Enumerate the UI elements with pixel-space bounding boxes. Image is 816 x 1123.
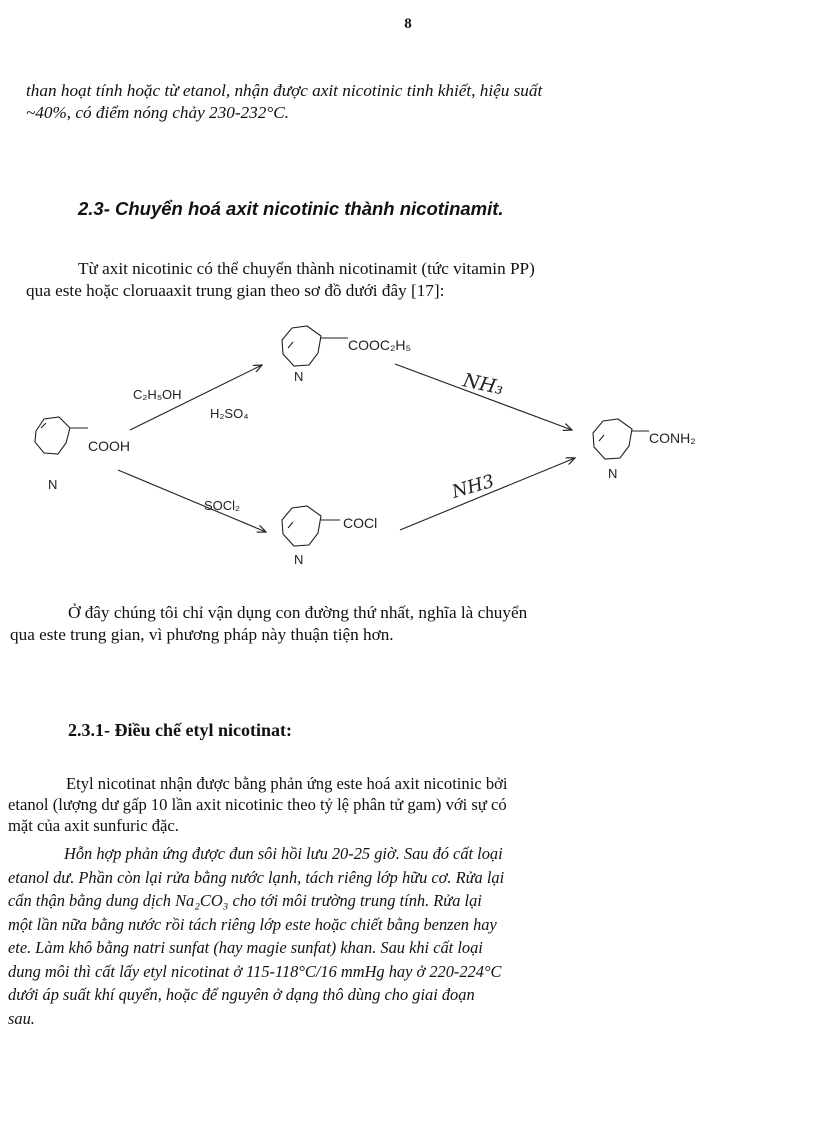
acid-chloride-label: COCl [343,515,378,531]
nitrogen-label: N [608,466,618,481]
text-line: etanol dư. Phần còn lại rửa bằng nước lạnh, tách riêng lớp hữu cơ. Rửa lại [8,867,505,887]
note-paragraph [10,602,732,646]
page-number: 8 [404,16,412,32]
nicotinic-acid-structure [35,417,130,492]
thionyl-chloride-reagent-label: SOCl₂ [204,498,241,513]
text-line: Hỗn hợp phản ứng được đun sôi hồi lưu 20-25 giờ. Sau đó cất loại [64,844,503,863]
sulfuric-acid-reagent-label: H₂SO₄ [210,406,249,421]
text-line: mặt của axit sunfuric đặc. [8,816,179,835]
amide-group-label: CONH₂ [649,430,696,446]
text-line: Etyl nicotinat nhận được bằng phản ứng este hoá axit nicotinic bởi [66,774,508,793]
section-2-3-1-paragraph-2 [8,842,732,1030]
section-2-3-paragraph [26,258,732,302]
ammonia-reagent-label: NH3 [449,470,497,503]
reaction-scheme [0,320,816,570]
text-line: qua este hoặc cloruaaxit trung gian theo sơ đồ dưới đây [17]: [26,281,445,300]
nitrogen-label: N [294,369,304,384]
ethyl-nicotinate-structure [282,326,411,384]
text-line: một lần nữa bằng nước rồi tách riêng lớp este hoặc chiết bằng benzen hay [8,914,497,934]
nicotinamide-structure [593,419,696,481]
text-line: Ở đây chúng tôi chỉ vận dụng con đường thứ nhất, nghĩa là chuyển [68,603,528,622]
text-line: dưới áp suất khí quyển, hoặc để nguyên ở dạng thô dùng cho giai đoạn [8,985,475,1004]
text-line: sau. [8,1008,35,1028]
section-2-3-1-paragraph-1 [8,773,732,836]
chlorination-arrow [118,470,266,532]
section-heading-2-3: 2.3- Chuyển hoá axit nicotinic thành nicotinamit. [78,198,504,219]
text-line: qua este trung gian, vì phương pháp này thuận tiện hơn. [10,625,394,644]
text-line: ete. Làm khô bằng natri sunfat (hay magie sunfat) khan. Sau khi cất loại [8,938,483,957]
cooh-label: COOH [88,438,130,454]
section-heading-2-3-1: 2.3.1- Điều chế etyl nicotinat: [68,720,292,740]
text-line: ~40%, có điểm nóng chảy 230-232°C. [26,103,289,122]
text-line: than hoạt tính hoặc từ etanol, nhận được axit nicotinic tinh khiết, hiệu suất [26,81,543,100]
ester-group-label: COOC₂H₅ [348,337,412,353]
ammonia-reagent-label: NH₃ [460,369,506,400]
nicotinoyl-chloride-structure [282,506,377,567]
text-line: cẩn thận bằng dung dịch Na₂CO₃ cho tới môi trường trung tính. Rửa lại [8,891,482,910]
text-line: etanol (lượng dư gấp 10 lần axit nicotinic theo tỷ lệ phân tử gam) với sự có [8,795,507,814]
nitrogen-label: N [294,552,304,567]
intro-paragraph [26,80,732,124]
ammonolysis-arrow-bottom [400,458,575,530]
text-line: dung môi thì cất lấy etyl nicotinat ở 115-118°C/16 mmHg hay ở 220-224°C [8,961,502,981]
text-line: Từ axit nicotinic có thể chuyển thành nicotinamit (tức vitamin PP) [78,259,535,278]
ethanol-reagent-label: C₂H₅OH [133,387,182,402]
nitrogen-label: N [48,477,58,492]
